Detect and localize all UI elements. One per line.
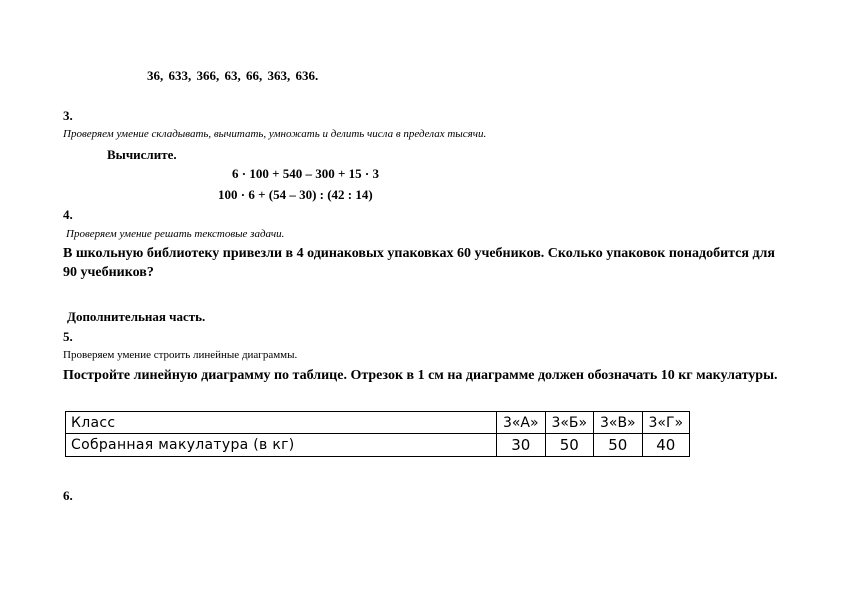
task-3-subtitle: Проверяем умение складывать, вычитать, умножать и делить числа в пределах тысячи. xyxy=(63,128,487,140)
table-class-cell: 3«Г» xyxy=(642,412,689,434)
task-3-expression-2: 100 · 6 + (54 – 30) : (42 : 14) xyxy=(218,187,373,202)
table-row xyxy=(66,434,690,457)
task-4-subtitle: Проверяем умение решать текстовые задачи. xyxy=(66,228,285,240)
table-value-cell: 40 xyxy=(642,434,689,457)
task-3-instruction: Вычислите. xyxy=(107,147,177,162)
table-row-label: Собранная макулатура (в кг) xyxy=(66,434,497,457)
extra-part-heading: Дополнительная часть. xyxy=(67,309,206,324)
data-table xyxy=(65,411,690,457)
table-value-cell: 50 xyxy=(545,434,594,457)
task-3-expression-1: 6 · 100 + 540 – 300 + 15 · 3 xyxy=(232,166,379,181)
task-3-number: 3. xyxy=(63,108,73,123)
task-4-text: В школьную библиотеку привезли в 4 одинаковых упаковках 60 учебников. Сколько упаковок понадобится для 90 учебников? xyxy=(63,246,775,280)
table-row xyxy=(66,412,690,434)
table-class-cell: 3«В» xyxy=(594,412,643,434)
table-class-cell: 3«А» xyxy=(497,412,546,434)
task-5-text: Постройте линейную диаграмму по таблице. Отрезок в 1 см на диаграмме должен обозначать 10 кг макулатуры. xyxy=(63,368,778,383)
number-sequence: 36, 633, 366, 63, 66, 363, 636. xyxy=(147,68,319,83)
table-class-cell: 3«Б» xyxy=(545,412,594,434)
table-value-cell: 30 xyxy=(497,434,546,457)
task-6-number: 6. xyxy=(63,488,73,503)
table-value-cell: 50 xyxy=(594,434,643,457)
task-4-number: 4. xyxy=(63,207,73,222)
task-5-subtitle: Проверяем умение строить линейные диаграммы. xyxy=(63,349,298,361)
task-5-number: 5. xyxy=(63,329,73,344)
table-header-label: Класс xyxy=(66,412,497,434)
